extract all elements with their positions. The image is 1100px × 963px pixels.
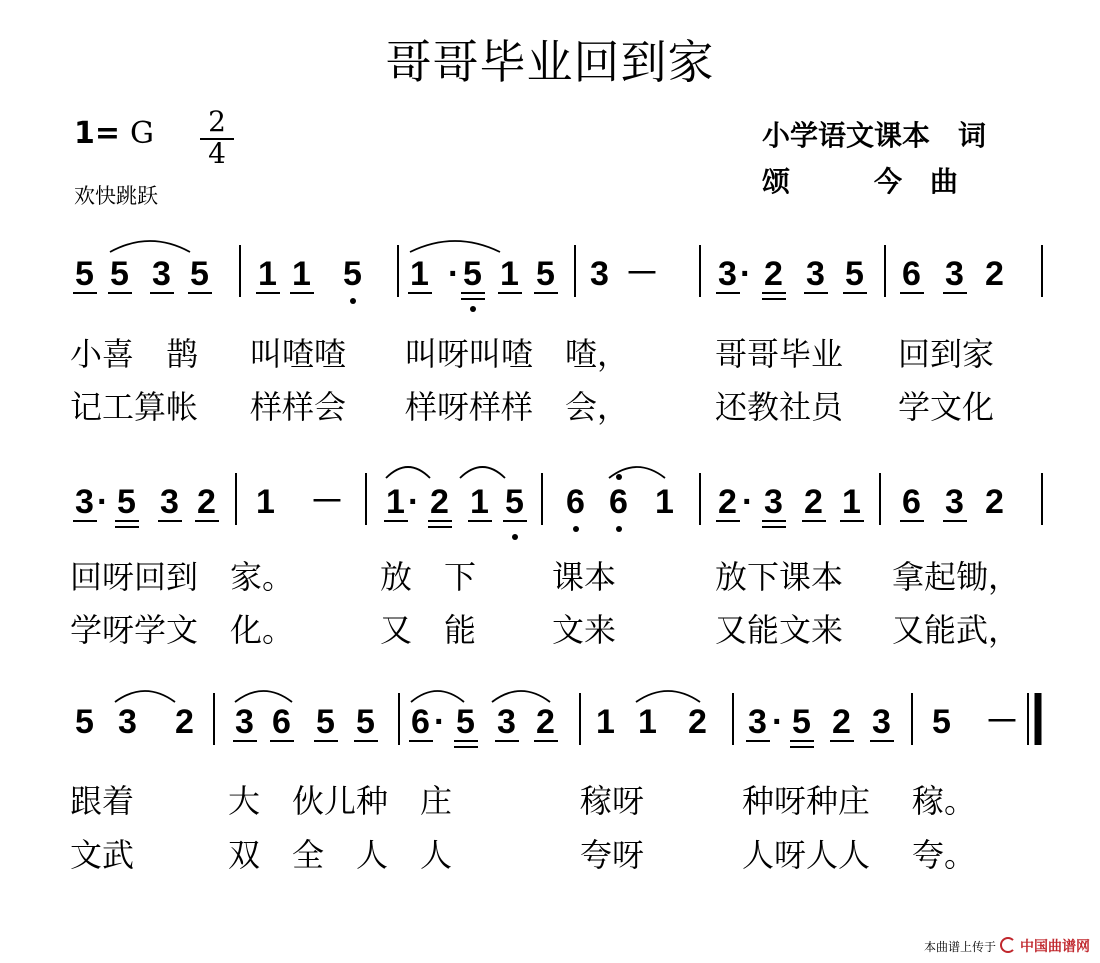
note-digit: 5 (845, 255, 864, 293)
lyric-syllables: 放 下 (380, 558, 477, 596)
lyric-syllables: 又能武， (892, 611, 1021, 649)
note-digit: 3 (945, 255, 964, 293)
note-digit: 2 (688, 703, 707, 741)
lyric-syllables: 回到家 (898, 335, 995, 373)
note-digit: 3 (806, 255, 825, 293)
footer-text: 本曲谱上传于 (923, 940, 996, 954)
site-logo-icon (1000, 937, 1016, 953)
augmentation-dot: · (742, 483, 754, 521)
lyric-syllables: 稼。 (912, 782, 977, 820)
slur-arc (110, 241, 190, 252)
upload-footer (924, 936, 1090, 956)
augmentation-dot: · (434, 703, 446, 741)
note-digit: 5 (356, 703, 375, 741)
note-digit: 5 (75, 255, 94, 293)
note-digit: 5 (463, 255, 482, 293)
dash-mark: － (310, 483, 344, 521)
note-digit: 2 (430, 483, 449, 521)
tempo-marking: 欢快跳跃 (74, 184, 158, 208)
lyric-syllables: 学呀学文 化。 (70, 611, 295, 649)
note-digit: 3 (75, 483, 94, 521)
note-digit: 2 (536, 703, 555, 741)
note-digit: 3 (497, 703, 516, 741)
note-digit: 6 (609, 483, 628, 521)
note-digit: 3 (160, 483, 179, 521)
lyric-syllables: 大 伙儿种 庄 (228, 782, 453, 820)
note-digit: 1 (655, 483, 674, 521)
key-one: 1 (74, 116, 95, 151)
lyric-syllables: 双 全 人 人 (228, 836, 453, 874)
lyric-syllables: 小喜 鹊 (70, 335, 199, 373)
lyric-syllables: 哥哥毕业 (715, 335, 844, 373)
note-digit: 1 (410, 255, 429, 293)
augmentation-dot: · (408, 483, 420, 521)
lyric-syllables: 记工算帐 (70, 388, 199, 426)
note-digit: 2 (985, 255, 1004, 293)
note-digit: 1 (386, 483, 405, 521)
site-brand: 中国曲谱网 (1020, 939, 1090, 955)
lyric-syllables: 人呀人人 (742, 836, 871, 874)
time-numerator: 2 (200, 108, 234, 140)
note-digit: 5 (75, 703, 94, 741)
note-digit: 5 (316, 703, 335, 741)
note-digit: 2 (718, 483, 737, 521)
lyric-syllables: 又能文来 (715, 611, 844, 649)
lyric-syllables: 拿起锄， (892, 558, 1021, 596)
slur-arc (492, 691, 550, 702)
note-digit: 5 (456, 703, 475, 741)
song-title: 哥哥毕业回到家 (385, 35, 715, 89)
lyric-syllables: 文武 (70, 836, 135, 874)
lyric-syllables: 样呀样样 会， (405, 388, 630, 426)
lyric-syllables: 稼呀 (580, 782, 645, 820)
note-digit: 3 (152, 255, 171, 293)
slur-arc (636, 691, 700, 702)
octave-dot-above (616, 474, 622, 480)
note-digit: 3 (764, 483, 783, 521)
note-digit: 3 (748, 703, 767, 741)
note-digit: 6 (411, 703, 430, 741)
lyric-syllables: 夸。 (912, 836, 977, 874)
octave-dot-below (573, 526, 579, 532)
octave-dot-below (512, 534, 518, 540)
dash-mark: － (625, 255, 659, 293)
slur-arc (460, 467, 505, 478)
note-digit: 1 (596, 703, 615, 741)
lyric-syllables: 学文化 (898, 388, 995, 426)
lyric-syllables: 跟着 (70, 782, 135, 820)
composer-credit: 颂 今 曲 (762, 165, 959, 198)
lyric-syllables: 课本 (552, 558, 617, 596)
dash-mark: － (985, 703, 1019, 741)
lyric-syllables: 还教社员 (715, 388, 844, 426)
note-digit: 6 (902, 483, 921, 521)
lyricist-credit: 小学语文课本 词 (762, 119, 987, 152)
note-digit: 5 (343, 255, 362, 293)
note-digit: 2 (764, 255, 783, 293)
note-digit: 2 (985, 483, 1004, 521)
slur-arc (235, 691, 292, 702)
note-digit: 5 (792, 703, 811, 741)
lyric-syllables: 文来 (552, 611, 617, 649)
octave-dot-below (616, 526, 622, 532)
note-digit: 5 (110, 255, 129, 293)
lyric-syllables: 又 能 (380, 611, 477, 649)
key-name: G (130, 116, 154, 151)
note-digit: 1 (842, 483, 861, 521)
note-digit: 5 (117, 483, 136, 521)
note-digit: 5 (190, 255, 209, 293)
note-digit: 1 (638, 703, 657, 741)
note-digit: 1 (292, 255, 311, 293)
note-digit: 6 (272, 703, 291, 741)
lyric-syllables: 叫呀叫喳 喳， (405, 335, 630, 373)
note-digit: 3 (590, 255, 609, 293)
lyric-syllables: 叫喳喳 (250, 335, 347, 373)
note-digit: 2 (175, 703, 194, 741)
augmentation-dot: · (772, 703, 784, 741)
lyric-syllables: 回呀回到 家。 (70, 558, 295, 596)
time-denominator: 4 (208, 137, 226, 170)
note-digit: 2 (197, 483, 216, 521)
note-digit: 2 (832, 703, 851, 741)
key-equals: = (94, 116, 121, 151)
slur-arc (115, 691, 175, 702)
lyric-syllables: 夸呀 (580, 836, 645, 874)
note-digit: 3 (945, 483, 964, 521)
note-digit: 3 (235, 703, 254, 741)
slur-arc (411, 691, 464, 702)
note-digit: 1 (258, 255, 277, 293)
note-digit: 2 (804, 483, 823, 521)
note-digit: 5 (932, 703, 951, 741)
augmentation-dot: · (448, 255, 460, 293)
note-digit: 3 (872, 703, 891, 741)
lyric-syllables: 放下课本 (715, 558, 844, 596)
slur-arc (386, 467, 430, 478)
note-digit: 3 (718, 255, 737, 293)
note-digit: 3 (118, 703, 137, 741)
note-digit: 6 (902, 255, 921, 293)
octave-dot-below (350, 298, 356, 304)
augmentation-dot: · (740, 255, 752, 293)
note-digit: 6 (566, 483, 585, 521)
lyric-syllables: 种呀种庄 (742, 782, 871, 820)
note-digit: 1 (470, 483, 489, 521)
note-digit: 1 (256, 483, 275, 521)
augmentation-dot: · (97, 483, 109, 521)
note-digit: 1 (500, 255, 519, 293)
slur-arc (410, 241, 500, 252)
note-digit: 5 (505, 483, 524, 521)
octave-dot-below (470, 306, 476, 312)
lyric-syllables: 样样会 (250, 388, 347, 426)
note-digit: 5 (536, 255, 555, 293)
